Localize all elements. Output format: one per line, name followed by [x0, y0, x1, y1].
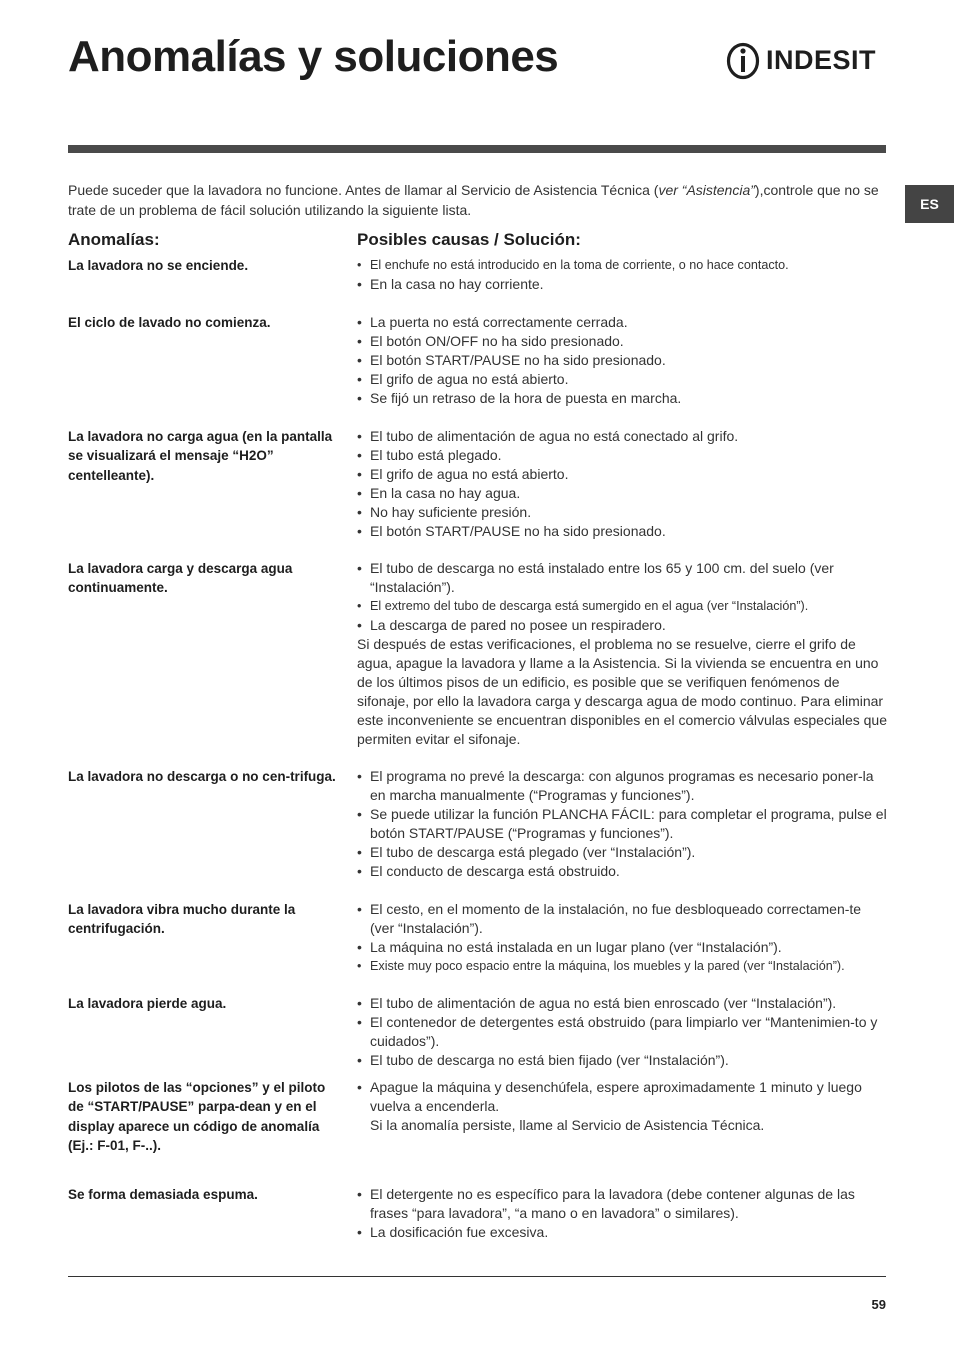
cause-item: • El programa no prevé la descarga: con algunos programas es necesario poner-la en marcha manualmente (“Programas y funciones”). — [357, 767, 887, 805]
cause-item: • El grifo de agua no está abierto. — [357, 370, 887, 389]
causes-list — [357, 900, 887, 976]
cause-item: • El botón ON/OFF no ha sido presionado. — [357, 332, 887, 351]
causes-list — [357, 256, 887, 294]
cause-item: • En la casa no hay agua. — [357, 484, 887, 503]
causes-list — [357, 427, 887, 541]
brand-name: INDESIT — [766, 44, 877, 75]
cause-item: • El tubo está plegado. — [357, 446, 887, 465]
causes-list — [357, 1185, 887, 1242]
causes-list — [357, 1078, 887, 1135]
intro-paragraph — [68, 180, 886, 220]
cause-item: • Se fijó un retraso de la hora de puesta en marcha. — [357, 389, 887, 408]
page-number: 59 — [871, 1297, 886, 1312]
causes-list — [357, 559, 887, 749]
problem-label: La lavadora carga y descarga agua continuamente. — [68, 561, 293, 596]
cause-item: • La puerta no está correctamente cerrada. — [357, 313, 887, 332]
problem-label: Se forma demasiada espuma. — [68, 1187, 258, 1202]
language-tab: ES — [905, 185, 954, 223]
cause-item: • Se puede utilizar la función PLANCHA FÁCIL: para completar el programa, pulse el botón START/PAUSE (“Programas y funciones”). — [357, 805, 887, 843]
cause-item: • Existe muy poco espacio entre la máquina, los muebles y la pared (ver “Instalación”). — [357, 957, 887, 976]
cause-item: • El botón START/PAUSE no ha sido presionado. — [357, 522, 887, 541]
cause-item: • El tubo de descarga no está instalado entre los 65 y 100 cm. del suelo (ver “Instalación”). — [357, 559, 887, 597]
cause-item: • El tubo de alimentación de agua no está conectado al grifo. — [357, 427, 887, 446]
header-rule — [68, 145, 886, 153]
cause-item: • El cesto, en el momento de la instalación, no fue desbloqueado correctamen-te (ver “Instalación”). — [357, 900, 887, 938]
problem-label: El ciclo de lavado no comienza. — [68, 315, 271, 330]
page-title: Anomalías y soluciones — [68, 32, 559, 81]
cause-item: • El contenedor de detergentes está obstruido (para limpiarlo ver “Mantenimien-to y cuidados”). — [357, 1013, 887, 1051]
intro-text-after: ),controle que no se trate de un problema de fácil solución utilizando la siguiente lista. — [68, 182, 879, 218]
brand-logo — [726, 40, 876, 80]
problems-column-heading: Anomalías: — [68, 230, 160, 249]
cause-item: • El conducto de descarga está obstruido. — [357, 862, 887, 881]
problem-label: La lavadora no se enciende. — [68, 258, 249, 273]
problem-label: La lavadora vibra mucho durante la centrifugación. — [68, 902, 296, 937]
additional-note: Si la anomalía persiste, llame al Servicio de Asistencia Técnica. — [370, 1117, 765, 1133]
problem-label: Los pilotos de las “opciones” y el piloto de “START/PAUSE” parpa-dean y en el display aparece un código de anomalía (Ej.: F-01, F-..). — [68, 1080, 326, 1153]
cause-item: • En la casa no hay corriente. — [357, 275, 887, 294]
additional-note: Si después de estas verificaciones, el problema no se resuelve, cierre el grifo de agua, apague la lavadora y llame a la Asistencia. Si la vivienda se encuentra en uno de los últimos pisos de un edificio, es posible que se verifiquen fenómenos de sifonaje, por ello la lavadora carga y descarga agua de modo continuo. Para eliminar este inconveniente se encuentran disponibles en el comercio válvulas especiales que permiten evitar el sifonaje. — [357, 636, 887, 747]
problem-label: La lavadora no descarga o no cen-trifuga. — [68, 769, 336, 784]
cause-item: • El enchufe no está introducido en la toma de corriente, o no hace contacto. — [357, 256, 887, 275]
causes-list — [357, 994, 887, 1070]
cause-item: • La máquina no está instalada en un lugar plano (ver “Instalación”). — [357, 938, 887, 957]
solutions-column-heading: Posibles causas / Solución: — [357, 230, 581, 249]
cause-item: • La descarga de pared no posee un respiradero. — [357, 616, 887, 635]
cause-item: • Apague la máquina y desenchúfela, espere aproximadamente 1 minuto y luego vuelva a encenderla. — [357, 1078, 887, 1116]
cause-item: • El grifo de agua no está abierto. — [357, 465, 887, 484]
intro-text-before: Puede suceder que la lavadora no funcione. Antes de llamar al Servicio de Asistencia Técnica ( — [68, 182, 659, 198]
circle-i-icon — [726, 40, 760, 80]
cause-item: • El tubo de alimentación de agua no está bien enroscado (ver “Instalación”). — [357, 994, 887, 1013]
causes-list — [357, 767, 887, 881]
intro-reference: ver “Asistencia” — [658, 182, 755, 198]
footer-rule — [68, 1276, 886, 1277]
cause-item: • No hay suficiente presión. — [357, 503, 887, 522]
problem-label: La lavadora no carga agua (en la pantalla se visualizará el mensaje “H2O” centelleante). — [68, 429, 333, 483]
cause-item: • El botón START/PAUSE no ha sido presionado. — [357, 351, 887, 370]
cause-item: • El extremo del tubo de descarga está sumergido en el agua (ver “Instalación”). — [357, 597, 887, 616]
causes-list — [357, 313, 887, 408]
cause-item: • El tubo de descarga está plegado (ver “Instalación”). — [357, 843, 887, 862]
problem-label: La lavadora pierde agua. — [68, 996, 227, 1011]
cause-item: • La dosificación fue excesiva. — [357, 1223, 887, 1242]
cause-item: • El tubo de descarga no está bien fijado (ver “Instalación”). — [357, 1051, 887, 1070]
cause-item: • El detergente no es específico para la lavadora (debe contener algunas de las frases “para lavadora”, “a mano o en lavadora” o similares). — [357, 1185, 887, 1223]
